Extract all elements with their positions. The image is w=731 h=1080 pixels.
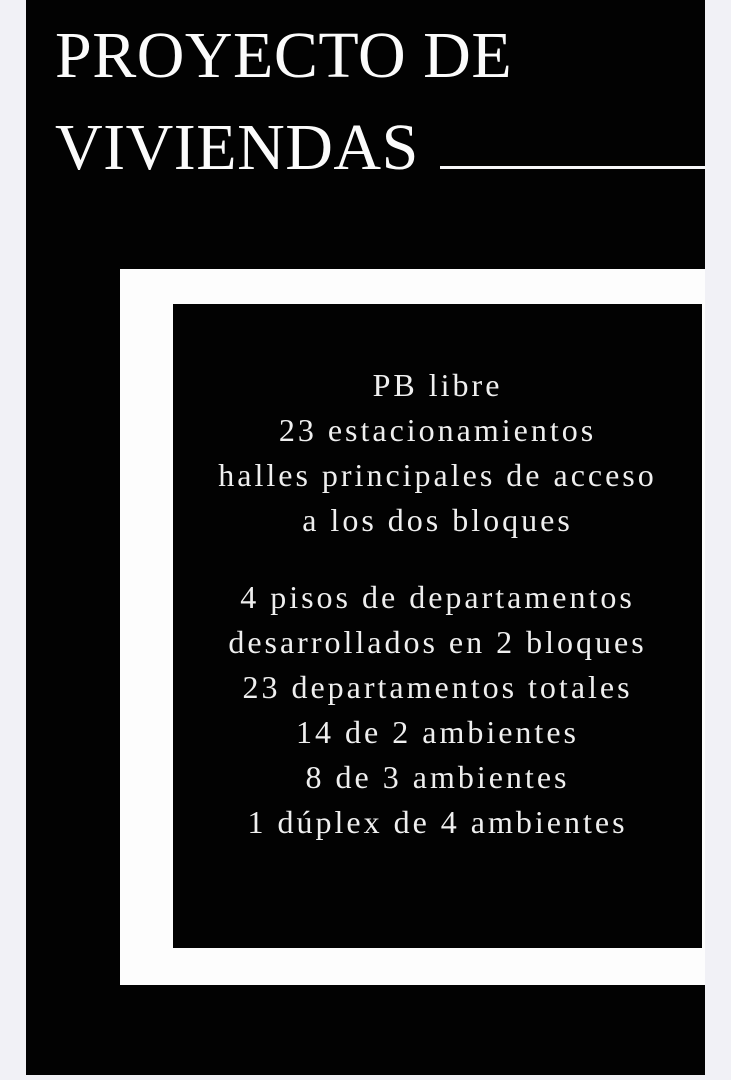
info-line: 4 pisos de departamentos: [240, 579, 635, 615]
title-line-1: PROYECTO DE: [55, 19, 513, 92]
info-line: a los dos bloques: [302, 502, 573, 538]
title-line-2: VIVIENDAS: [55, 111, 419, 184]
info-line: 14 de 2 ambientes: [296, 714, 579, 750]
info-line: halles principales de acceso: [218, 457, 657, 493]
info-line: 1 dúplex de 4 ambientes: [247, 804, 628, 840]
info-line: 8 de 3 ambientes: [305, 759, 570, 795]
slide-background: [26, 0, 705, 1075]
info-panel: [173, 304, 702, 948]
info-line: PB libre: [372, 367, 503, 403]
info-frame-border: [120, 269, 705, 985]
info-line: 23 departamentos totales: [242, 669, 633, 705]
title-divider-line: [440, 166, 705, 169]
info-line: desarrollados en 2 bloques: [228, 624, 647, 660]
ground-floor-paragraph: [173, 363, 702, 543]
info-line: 23 estacionamientos: [278, 412, 597, 448]
apartments-paragraph: [173, 575, 702, 845]
